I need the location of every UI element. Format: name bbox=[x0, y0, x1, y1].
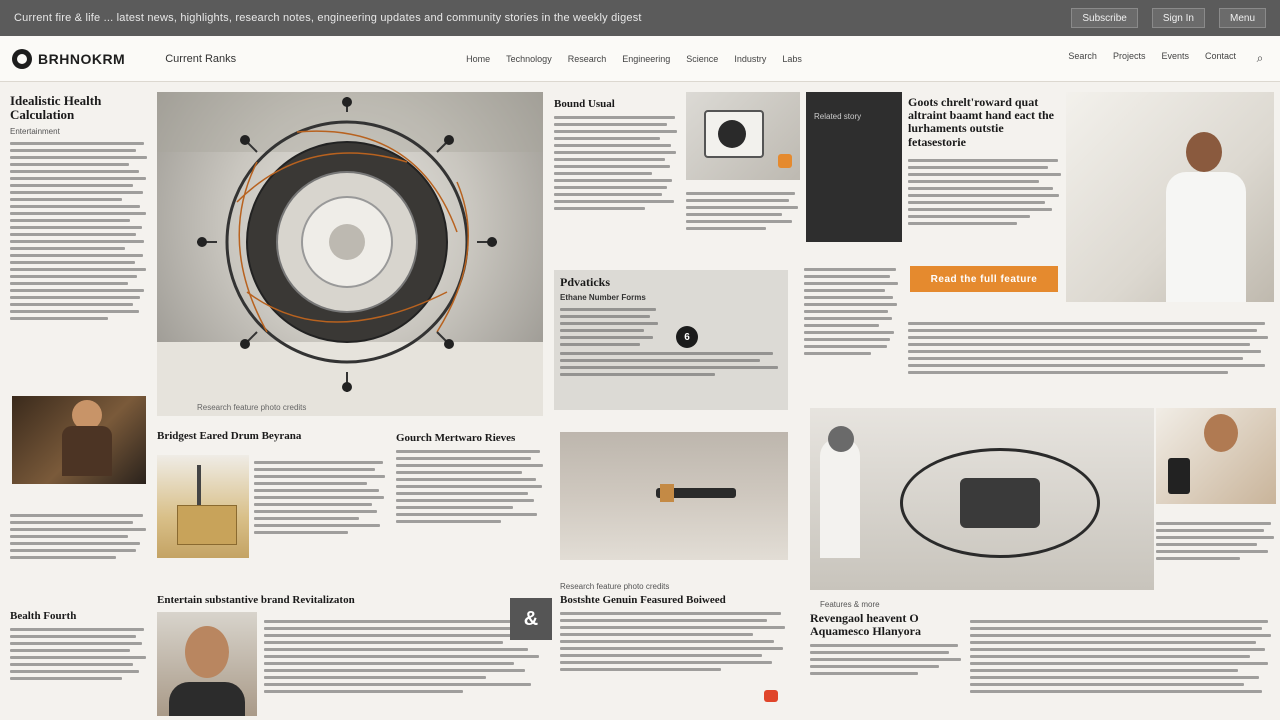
bottom-small-caption: Features & more bbox=[820, 600, 880, 609]
signin-button[interactable]: Sign In bbox=[1152, 8, 1205, 28]
bottom-mid-headline[interactable]: Entertain substantive brand Revitalizaton bbox=[157, 594, 355, 606]
count-badge[interactable]: 6 bbox=[676, 326, 698, 348]
bottom-mid-body bbox=[264, 614, 548, 718]
feature-photo[interactable] bbox=[1066, 92, 1274, 302]
row2-photo[interactable] bbox=[157, 455, 249, 558]
subscribe-button[interactable]: Subscribe bbox=[1071, 8, 1137, 28]
col3-tag-article bbox=[554, 270, 788, 410]
dark-caption: Related story bbox=[814, 112, 862, 121]
nav-item[interactable]: Science bbox=[686, 53, 719, 64]
tag-headline[interactable]: Pdvaticks bbox=[560, 275, 611, 289]
row2b-headline[interactable]: Gourch Mertwaro Rieves bbox=[396, 432, 516, 444]
col1-headline[interactable]: Idealistic Health Calculation bbox=[10, 94, 102, 123]
nav-item[interactable]: Events bbox=[1161, 50, 1189, 61]
bottom-mid-headline-wrap bbox=[157, 594, 447, 612]
feature-headline[interactable]: Goots chrelt'roward quat altraint baamt hand eact the lurhaments outstie fetasestorie bbox=[908, 96, 1054, 149]
col1-body bbox=[10, 142, 150, 320]
camera-photo[interactable] bbox=[686, 92, 800, 180]
col1-bottom-headline[interactable]: Bealth Fourth bbox=[10, 610, 77, 622]
nav-item[interactable]: Technology bbox=[506, 53, 552, 64]
col1-bottom-article bbox=[10, 610, 150, 720]
bottom-square-article bbox=[560, 594, 790, 720]
lab-photo[interactable] bbox=[810, 408, 1154, 590]
hero-photo[interactable] bbox=[157, 92, 543, 416]
col3-photo-text bbox=[686, 186, 800, 256]
scientist-body bbox=[1156, 516, 1276, 592]
ampersand-badge[interactable]: & bbox=[510, 598, 552, 640]
menu-button[interactable]: Menu bbox=[1219, 8, 1266, 28]
col3-headline[interactable]: Bound Usual bbox=[554, 98, 615, 110]
row2-headline-a bbox=[157, 430, 387, 450]
bottom-far-right-body bbox=[970, 614, 1274, 718]
tool-caption: Research feature photo credits bbox=[560, 582, 670, 591]
col1-lower-text bbox=[10, 508, 150, 588]
primary-nav bbox=[466, 54, 802, 64]
bottom-square-headline[interactable]: Bostshte Genuin Feasured Boiweed bbox=[560, 594, 726, 606]
col1-article bbox=[10, 94, 150, 394]
nav-item[interactable]: Industry bbox=[734, 53, 767, 64]
bottom-right-article bbox=[810, 612, 964, 720]
nav-item[interactable]: Engineering bbox=[622, 53, 671, 64]
row2-body-a bbox=[254, 455, 388, 565]
nav-item[interactable]: Home bbox=[466, 53, 491, 64]
tool-photo[interactable] bbox=[560, 432, 788, 560]
nav-item[interactable]: Search bbox=[1068, 50, 1097, 61]
top-ticker-bar bbox=[0, 0, 1280, 36]
search-icon[interactable]: ⌕ bbox=[1256, 51, 1264, 65]
bottom-right-headline[interactable]: Revengaol heavent O Aquamesco Hlanyora bbox=[810, 612, 921, 639]
portrait-photo[interactable] bbox=[157, 612, 257, 716]
section-title[interactable]: Current Ranks bbox=[165, 52, 237, 65]
machine-illustration bbox=[157, 92, 543, 416]
ticker-text: Current fire & life ... latest news, highlights, research notes, engineering updates and community stories in the weekly digest bbox=[14, 12, 642, 24]
col1-photo[interactable] bbox=[12, 396, 146, 484]
hero-caption: Research feature photo credits bbox=[197, 403, 307, 412]
nav-item[interactable]: Projects bbox=[1112, 50, 1146, 61]
tag-subhead: Ethane Number Forms bbox=[560, 293, 646, 303]
row2a-headline[interactable]: Bridgest Eared Drum Beyrana bbox=[157, 430, 302, 442]
secondary-nav bbox=[1068, 51, 1268, 67]
col1-subhead: Entertainment bbox=[10, 126, 60, 136]
site-header bbox=[0, 36, 1280, 82]
col4-body bbox=[804, 262, 900, 392]
logo-text: BRHNOKRM bbox=[38, 50, 126, 67]
col3-article bbox=[554, 98, 680, 258]
nav-item[interactable]: Research bbox=[567, 53, 607, 64]
read-feature-button[interactable]: Read the full feature bbox=[910, 266, 1058, 292]
row2-article-b bbox=[396, 432, 546, 566]
scientist-photo[interactable] bbox=[1156, 408, 1276, 504]
feature-body bbox=[908, 316, 1272, 396]
logo-icon bbox=[12, 49, 32, 69]
nav-item[interactable]: Contact bbox=[1204, 50, 1236, 61]
video-icon[interactable] bbox=[764, 690, 778, 702]
site-logo[interactable] bbox=[12, 49, 125, 69]
dark-promo[interactable] bbox=[806, 92, 902, 242]
nav-item[interactable]: Labs bbox=[782, 53, 802, 64]
